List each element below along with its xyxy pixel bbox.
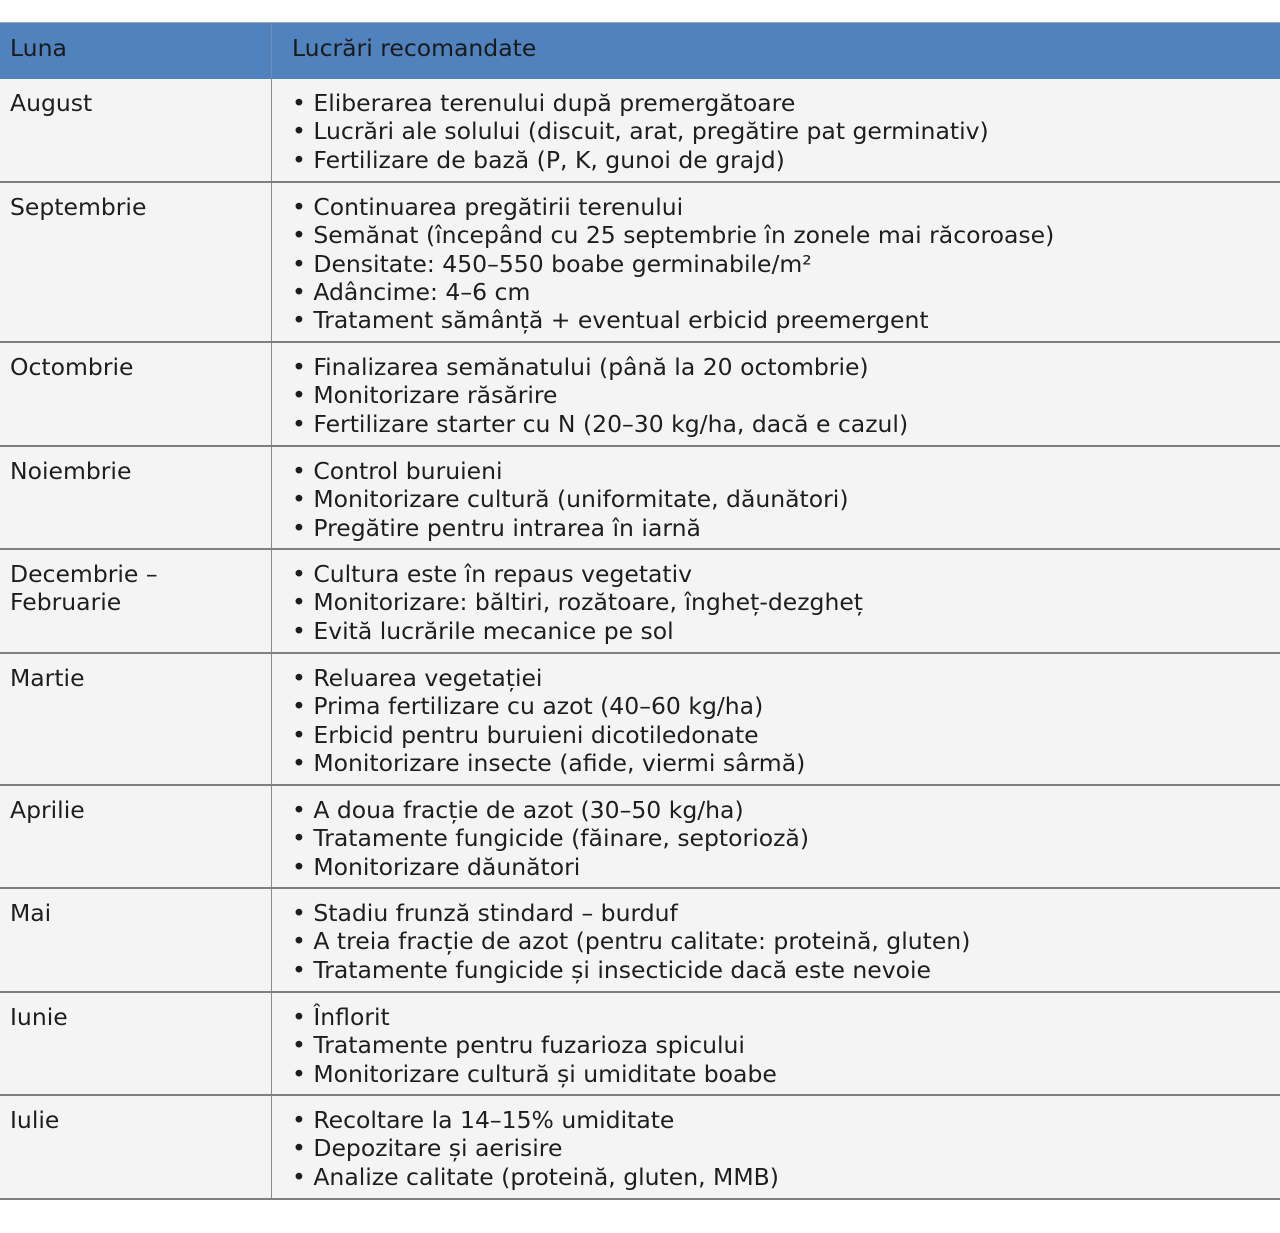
tasks-cell — [272, 79, 1280, 181]
task-item: • Reluarea vegetației — [292, 664, 1270, 692]
tasks-cell — [272, 447, 1280, 548]
month-cell: Septembrie — [0, 183, 272, 341]
task-item: • Densitate: 450–550 boabe germinabile/m² — [292, 250, 1270, 278]
table-row — [0, 654, 1280, 786]
task-item: • Lucrări ale solului (discuit, arat, pregătire pat germinativ) — [292, 117, 1270, 145]
task-item: • Tratamente fungicide (făinare, septorioză) — [292, 824, 1270, 852]
tasks-cell — [272, 1096, 1280, 1198]
tasks-cell — [272, 183, 1280, 341]
task-item: • Erbicid pentru buruieni dicotiledonate — [292, 721, 1270, 749]
table-row — [0, 183, 1280, 343]
task-item: • Tratamente fungicide și insecticide dacă este nevoie — [292, 956, 1270, 984]
table-row — [0, 79, 1280, 183]
table-row — [0, 1096, 1280, 1200]
month-cell: Iulie — [0, 1096, 272, 1198]
task-item: • Depozitare și aerisire — [292, 1134, 1270, 1162]
month-cell: Iunie — [0, 993, 272, 1094]
task-item: • Monitorizare: băltiri, rozătoare, îngheț-dezgheț — [292, 588, 1270, 616]
table-row — [0, 447, 1280, 550]
tasks-cell — [272, 343, 1280, 445]
table-body — [0, 79, 1280, 1200]
month-cell: Noiembrie — [0, 447, 272, 548]
task-item: • Fertilizare de bază (P, K, gunoi de grajd) — [292, 146, 1270, 174]
tasks-cell — [272, 993, 1280, 1094]
table-row — [0, 889, 1280, 993]
task-item: • Analize calitate (proteină, gluten, MMB) — [292, 1163, 1270, 1191]
task-item: • Stadiu frunză stindard – burduf — [292, 899, 1270, 927]
table-row — [0, 993, 1280, 1096]
month-cell: Decembrie – Februarie — [0, 550, 272, 652]
task-item: • Continuarea pregătirii terenului — [292, 193, 1270, 221]
task-item: • Monitorizare dăunători — [292, 853, 1270, 881]
month-cell: Aprilie — [0, 786, 272, 887]
tasks-cell — [272, 786, 1280, 887]
tasks-cell — [272, 889, 1280, 991]
task-item: • A treia fracție de azot (pentru calitate: proteină, gluten) — [292, 927, 1270, 955]
tasks-cell — [272, 654, 1280, 784]
table-row — [0, 550, 1280, 654]
task-item: • Evită lucrările mecanice pe sol — [292, 617, 1270, 645]
task-item: • Monitorizare răsărire — [292, 381, 1270, 409]
table-row — [0, 786, 1280, 889]
task-item: • Cultura este în repaus vegetativ — [292, 560, 1270, 588]
task-item: • Monitorizare cultură și umiditate boabe — [292, 1060, 1270, 1088]
task-item: • Monitorizare cultură (uniformitate, dăunători) — [292, 485, 1270, 513]
task-item: • Semănat (începând cu 25 septembrie în zonele mai răcoroase) — [292, 221, 1270, 249]
month-cell: Octombrie — [0, 343, 272, 445]
header-tasks: Lucrări recomandate — [292, 34, 537, 62]
header-month: Luna — [0, 23, 272, 79]
task-item: • Recoltare la 14–15% umiditate — [292, 1106, 1270, 1134]
task-item: • Pregătire pentru intrarea în iarnă — [292, 514, 1270, 542]
task-item: • Fertilizare starter cu N (20–30 kg/ha, dacă e cazul) — [292, 410, 1270, 438]
table-header-row — [0, 23, 1280, 79]
calendar-table — [0, 22, 1280, 1200]
month-cell: Mai — [0, 889, 272, 991]
task-item: • Control buruieni — [292, 457, 1270, 485]
table-row — [0, 343, 1280, 447]
task-item: • Eliberarea terenului după premergătoare — [292, 89, 1270, 117]
month-cell: August — [0, 79, 272, 181]
task-item: • Tratament sămânță + eventual erbicid preemergent — [292, 306, 1270, 334]
task-item: • A doua fracție de azot (30–50 kg/ha) — [292, 796, 1270, 824]
task-item: • Prima fertilizare cu azot (40–60 kg/ha) — [292, 692, 1270, 720]
task-item: • Tratamente pentru fuzarioza spicului — [292, 1031, 1270, 1059]
month-cell: Martie — [0, 654, 272, 784]
tasks-cell — [272, 550, 1280, 652]
task-item: • Monitorizare insecte (afide, viermi sârmă) — [292, 749, 1270, 777]
task-item: • Finalizarea semănatului (până la 20 octombrie) — [292, 353, 1270, 381]
task-item: • Înflorit — [292, 1003, 1270, 1031]
task-item: • Adâncime: 4–6 cm — [292, 278, 1270, 306]
